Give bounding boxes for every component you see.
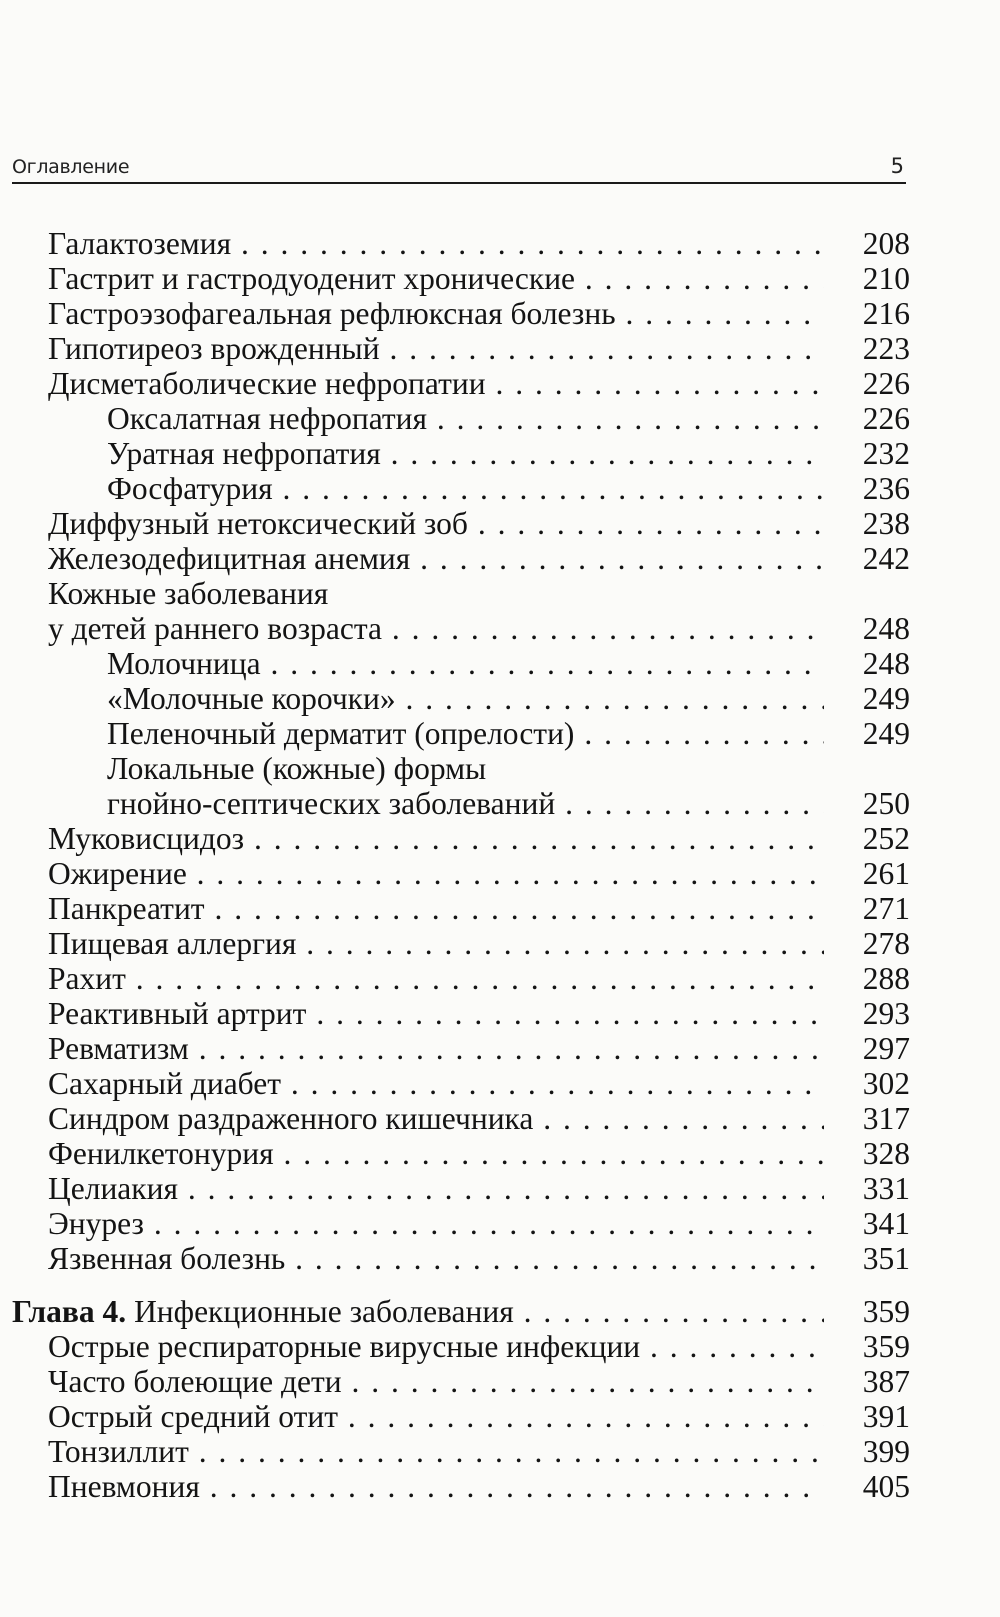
toc-entry [12,856,910,891]
toc-subentry [12,471,910,506]
running-head-page-number: 5 [890,154,904,178]
chapter-page: 359 [862,1294,910,1329]
toc-entry [12,1066,910,1101]
toc-entry-label: Рахит . . . [48,961,824,996]
chapter-title [12,1294,824,1329]
toc-entry-page: 232 [862,436,910,471]
toc-entry-label: Галактоземия . . . [48,226,824,261]
toc-entry-label: Реактивный артрит . . . [48,996,824,1031]
toc-entry-label: Оксалатная нефропатия . . . [107,401,824,436]
toc-entry-label: Острые респираторные вирусные инфекции . . . [48,1329,824,1364]
toc-entry-label: Уратная нефропатия . . . [107,436,824,471]
toc-entry-page: 223 [862,331,910,366]
toc-entry-page: 359 [862,1329,910,1364]
toc-entry-page: 226 [862,366,910,401]
toc-entry-label: Ожирение . . . [48,856,824,891]
toc-subentry [12,751,910,786]
toc-entry [12,961,910,996]
toc-entry-page: 328 [862,1136,910,1171]
toc-entry-page: 399 [862,1434,910,1469]
toc-entry [12,1031,910,1066]
toc-entry [12,1399,910,1434]
toc-entry-label: Острый средний отит . . . [48,1399,824,1434]
toc-subentry [12,646,910,681]
running-head-title: Оглавление [12,156,130,178]
toc-entry-label: Пеленочный дерматит (опрелости) . . . [107,716,824,751]
toc-subentry [12,401,910,436]
toc-entry-page: 391 [862,1399,910,1434]
toc-entry-label: Пищевая аллергия . . . [48,926,824,961]
toc-entry-page: 351 [862,1241,910,1276]
chapter-name: Инфекционные заболевания [134,1294,514,1329]
toc-entry-label: Локальные (кожные) формы [107,751,487,786]
toc-entry [12,576,910,611]
toc-entry-page: 293 [862,996,910,1031]
toc-entry-label: Пневмония . . . [48,1469,824,1504]
toc-entry [12,506,910,541]
toc-entry-label: Диффузный нетоксический зоб . . . [48,506,824,541]
toc-entry-label: Синдром раздраженного кишечника . . . [48,1101,824,1136]
toc-entry [12,1171,910,1206]
toc-subentry [12,786,910,821]
toc-subentry [12,681,910,716]
toc-entry-page: 238 [862,506,910,541]
toc-entry-label: Муковисцидоз . . . [48,821,824,856]
toc-entry [12,891,910,926]
toc-entry [12,331,910,366]
toc-entry [12,296,910,331]
toc-entry-page: 242 [862,541,910,576]
toc-entry [12,996,910,1031]
toc-entry-page: 248 [862,646,910,681]
toc-entry-label: Панкреатит . . . [48,891,824,926]
toc-entry-page: 271 [862,891,910,926]
toc-entry-label: Кожные заболевания [48,576,329,611]
toc-entry-label: Фенилкетонурия . . . [48,1136,824,1171]
toc-chapter-heading [12,1294,910,1329]
toc-entry [12,1206,910,1241]
toc-entry [12,541,910,576]
toc-entry [12,821,910,856]
chapter-prefix: Глава 4. [12,1294,127,1329]
toc-entry-page: 249 [862,716,910,751]
toc-entry-page: 278 [862,926,910,961]
toc-entry-page: 302 [862,1066,910,1101]
toc-entry [12,1329,910,1364]
toc-entry-page: 317 [862,1101,910,1136]
toc-entry-label: Дисметаболические нефропатии . . . [48,366,824,401]
toc-entry [12,366,910,401]
toc-entry-label: Тонзиллит . . . [48,1434,824,1469]
toc-entry-label: Целиакия . . . [48,1171,824,1206]
toc-entry-page: 297 [862,1031,910,1066]
toc-subentry [12,716,910,751]
toc-entry-label: Сахарный диабет . . . [48,1066,824,1101]
toc-entry-label: Железодефицитная анемия . . . [48,541,824,576]
toc-entry-label: Ревматизм . . . [48,1031,824,1066]
running-head [12,148,906,184]
toc-entry-page: 387 [862,1364,910,1399]
toc-entry-label: Фосфатурия . . . [107,471,824,506]
toc-entry-label: Энурез . . . [48,1206,824,1241]
toc-entry-label: Гастрит и гастродуоденит хронические . . . [48,261,824,296]
toc-entry-label: у детей раннего возраста . . . [48,611,824,646]
table-of-contents [12,226,910,1504]
toc-entry-label: Молочница . . . [107,646,824,681]
toc-entry [12,611,910,646]
toc-entry-label: гнойно-септических заболеваний . . . [107,786,824,821]
toc-entry [12,926,910,961]
toc-entry-label: Гастроэзофагеальная рефлюксная болезнь . . . [48,296,824,331]
toc-entry-page: 236 [862,471,910,506]
toc-entry-page: 331 [862,1171,910,1206]
toc-entry [12,226,910,261]
toc-entry [12,1364,910,1399]
toc-entry-page: 226 [862,401,910,436]
toc-entry [12,1434,910,1469]
toc-entry-label: Гипотиреоз врожденный . . . [48,331,824,366]
toc-entry-page: 261 [862,856,910,891]
toc-entry-page: 250 [862,786,910,821]
toc-entry-page: 341 [862,1206,910,1241]
toc-entry-page: 288 [862,961,910,996]
toc-entry-page: 249 [862,681,910,716]
toc-entry [12,261,910,296]
toc-entry-page: 248 [862,611,910,646]
toc-entry-page: 208 [862,226,910,261]
toc-entry-page: 405 [862,1469,910,1504]
toc-entry [12,1136,910,1171]
toc-entry-page: 216 [862,296,910,331]
toc-entry-label: Язвенная болезнь . . . [48,1241,824,1276]
toc-entry-label: Часто болеющие дети . . . [48,1364,824,1399]
toc-entry-page: 252 [862,821,910,856]
toc-subentry [12,436,910,471]
toc-entry [12,1241,910,1276]
toc-entry [12,1469,910,1504]
toc-entry-page: 210 [862,261,910,296]
toc-entry-label: «Молочные корочки» . . . [107,681,824,716]
toc-entry [12,1101,910,1136]
